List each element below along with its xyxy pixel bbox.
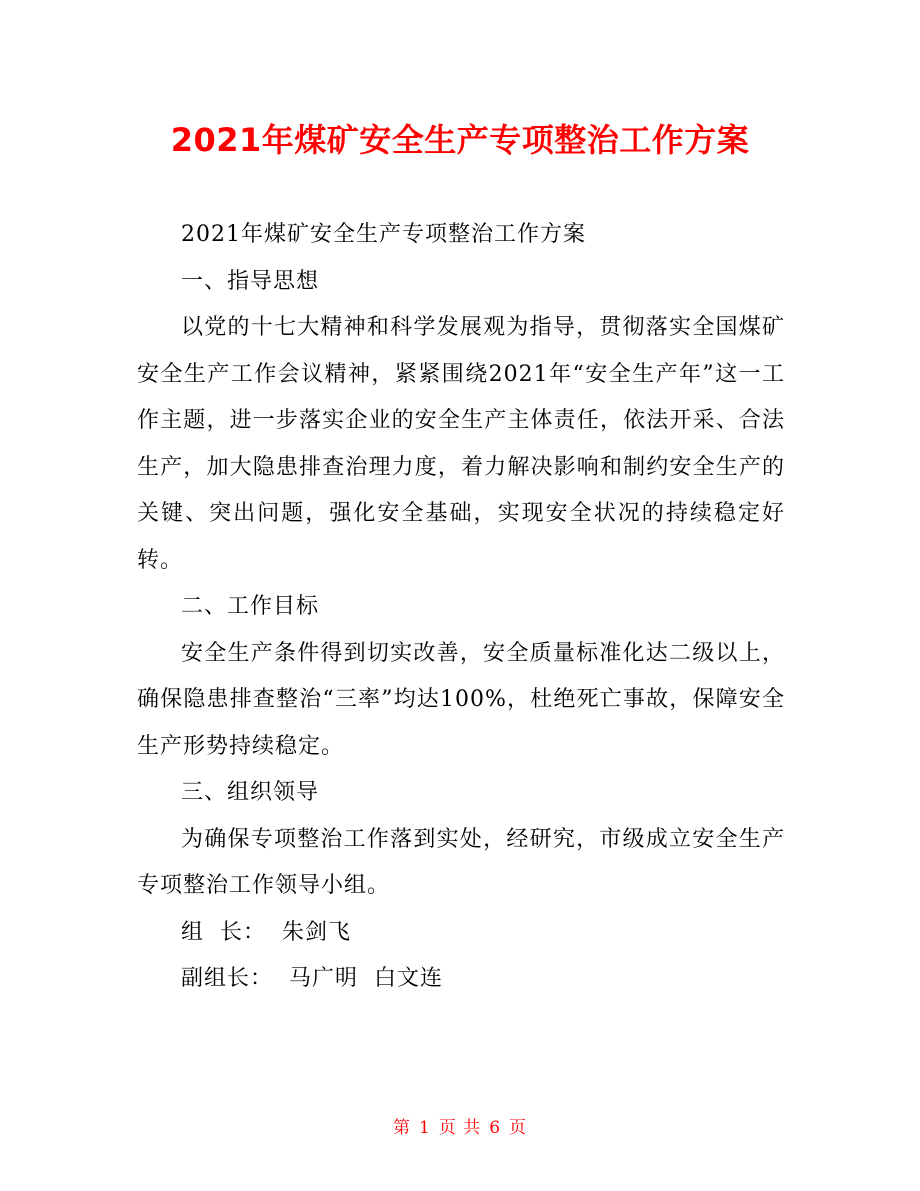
- document-title: 2021年煤矿安全生产专项整治工作方案: [170, 121, 750, 159]
- footer-page-number: 1: [418, 1118, 431, 1138]
- paragraph-deputy-leaders: 副组长： 马广明 白文连: [181, 966, 443, 991]
- paragraph-work-goals: 安全生产条件得到切实改善，安全质量标准化达二级以上，确保隐患排查整治“三率”均达100%，杜绝死亡事故，保障安全生产形势持续稳定。: [137, 640, 785, 759]
- footer-suffix: 页: [509, 1118, 528, 1138]
- footer-total-pages: 6: [489, 1118, 502, 1138]
- paragraph-guiding-ideology: 以党的十七大精神和科学发展观为指导，贯彻落实全国煤矿安全生产工作会议精神，紧紧围绕2021年“安全生产年”这一工作主题，进一步落实企业的安全生产主体责任，依法开采、合法生产，加大隐患排查治理力度，着力解决影响和制约安全生产的关键、突出问题，强化安全基础，实现安全状况的持续稳定好转。: [137, 315, 785, 573]
- page-footer: [0, 1113, 920, 1138]
- document-body: [137, 212, 785, 1003]
- footer-prefix: 第: [392, 1118, 411, 1138]
- paragraph-heading-repeat: 2021年煤矿安全生产专项整治工作方案: [181, 222, 586, 247]
- paragraph-group-leader: 组 长： 朱剑飞: [181, 919, 351, 945]
- paragraph-organization: 为确保专项整治工作落到实处，经研究，市级成立安全生产专项整治工作领导小组。: [137, 826, 785, 898]
- section-heading-work-goals: 二、工作目标: [181, 594, 320, 619]
- footer-middle: 页 共: [438, 1118, 482, 1138]
- section-heading-organization: 三、组织领导: [181, 780, 320, 805]
- section-heading-guiding-ideology: 一、指导思想: [181, 268, 320, 294]
